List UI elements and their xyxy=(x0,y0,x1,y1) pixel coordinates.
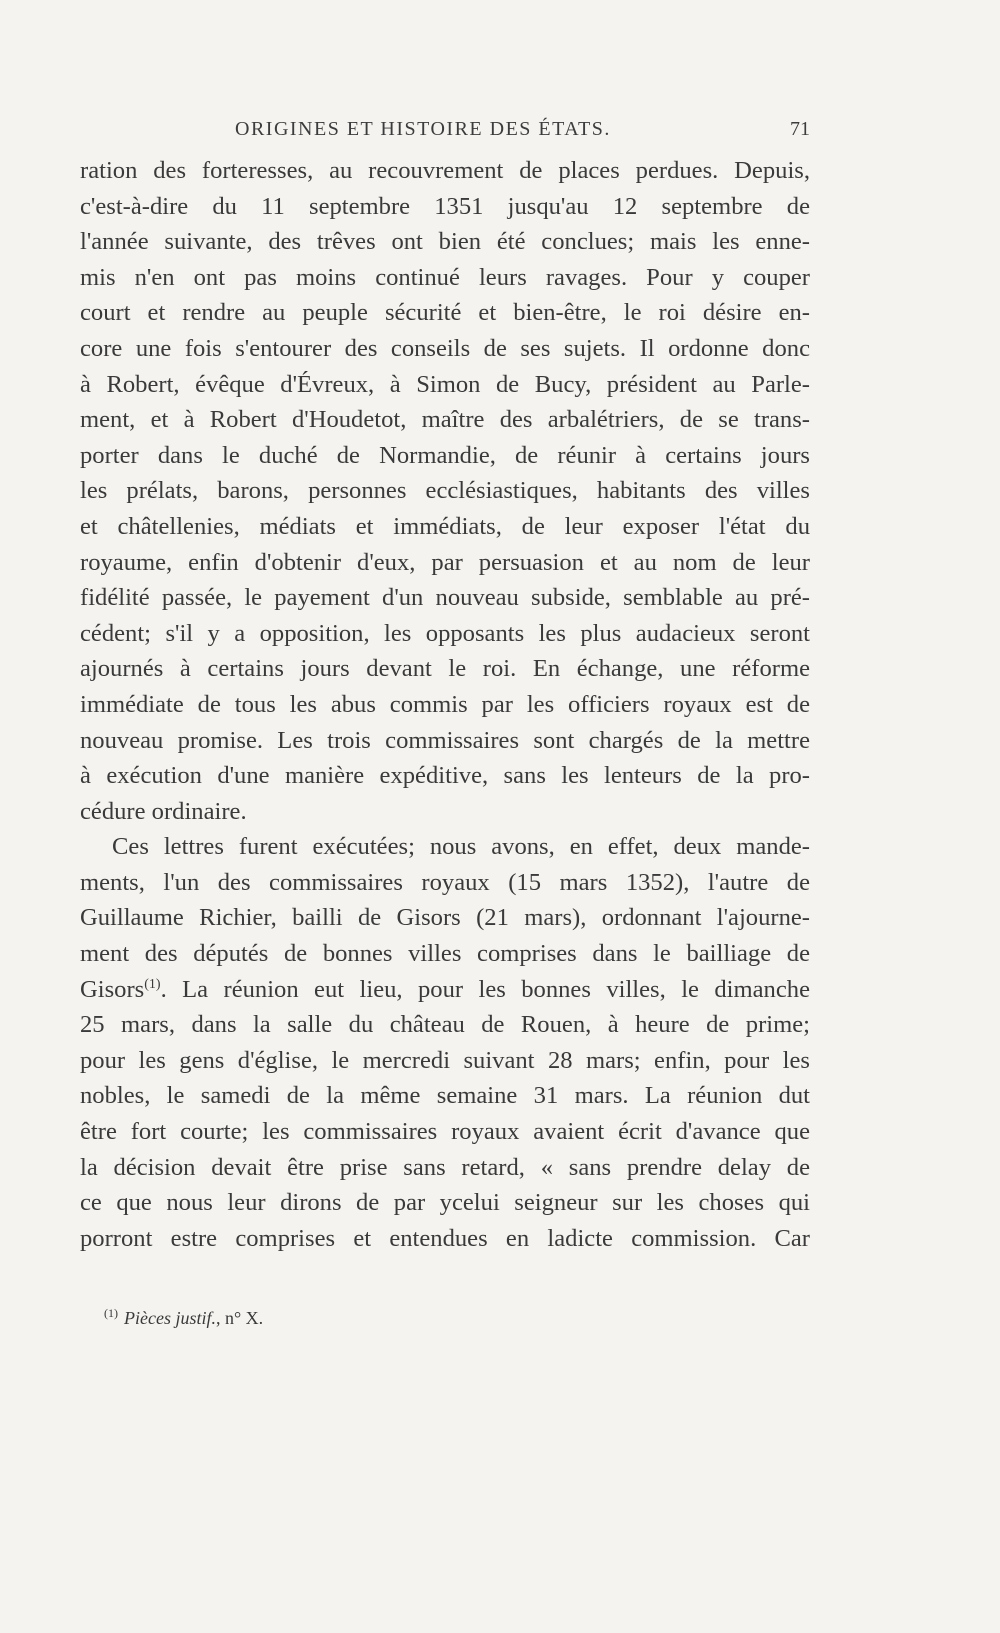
text-fragment: Gisors xyxy=(80,975,145,1003)
footnote-reference[interactable]: (1) xyxy=(144,976,161,992)
text-fragment: . La réunion eut lieu, pour les bonnes villes, le dimanche xyxy=(160,975,810,1003)
running-title: ORIGINES ET HISTOIRE DES ÉTATS. xyxy=(235,118,611,140)
text-line: et châtellenies, médiats et immédiats, de leur exposer l'état du xyxy=(80,512,810,540)
text-line: à exécution d'une manière expéditive, sans les lenteurs de la pro- xyxy=(80,762,810,790)
text-line: 25 mars, dans la salle du château de Rouen, à heure de prime; xyxy=(80,1011,810,1039)
text-line: ce que nous leur dirons de par ycelui seigneur sur les choses qui xyxy=(80,1189,810,1217)
text-line-with-footnote-ref xyxy=(80,972,810,1008)
text-line: les prélats, barons, personnes ecclésiastiques, habitants des villes xyxy=(80,477,810,505)
text-line: nobles, le samedi de la même semaine 31 mars. La réunion dut xyxy=(80,1082,810,1110)
body-text xyxy=(80,153,810,1256)
footnote-text: , n° X. xyxy=(215,1308,264,1328)
text-line: cédure ordinaire. xyxy=(80,797,247,825)
text-line: fidélité passée, le payement d'un nouveau subside, semblable au pré- xyxy=(80,584,810,612)
text-line: cédent; s'il y a opposition, les opposants les plus audacieux seront xyxy=(80,619,810,647)
text-line: ments, l'un des commissaires royaux (15 mars 1352), l'autre de xyxy=(80,868,810,896)
text-line: royaume, enfin d'obtenir d'eux, par persuasion et au nom de leur xyxy=(80,548,810,576)
text-line: porront estre comprises et entendues en ladicte commission. Car xyxy=(80,1224,810,1252)
text-line: à Robert, évêque d'Évreux, à Simon de Bucy, président au Parle- xyxy=(80,370,810,398)
text-line: porter dans le duché de Normandie, de réunir à certains jours xyxy=(80,441,810,469)
text-line: la décision devait être prise sans retard, « sans prendre delay de xyxy=(80,1153,810,1181)
text-line: pour les gens d'église, le mercredi suivant 28 mars; enfin, pour les xyxy=(80,1046,810,1074)
text-line: court et rendre au peuple sécurité et bien-être, le roi désire en- xyxy=(80,299,810,327)
text-line: ration des forteresses, au recouvrement de places perdues. Depuis, xyxy=(80,157,810,184)
page-number: 71 xyxy=(790,118,810,140)
text-line: Ces lettres furent exécutées; nous avons, en effet, deux mande- xyxy=(112,833,810,861)
footnote-source: Pièces justif. xyxy=(124,1308,216,1328)
text-line: core une fois s'entourer des conseils de ses sujets. Il ordonne donc xyxy=(80,334,810,362)
text-line: c'est-à-dire du 11 septembre 1351 jusqu'au 12 septembre de xyxy=(80,192,810,220)
text-line: être fort courte; les commissaires royaux avaient écrit d'avance que xyxy=(80,1118,810,1146)
text-line: immédiate de tous les abus commis par les officiers royaux est de xyxy=(80,690,810,718)
text-line: ajournés à certains jours devant le roi. En échange, une réforme xyxy=(80,655,810,683)
footnote-mark: (1) xyxy=(104,1306,118,1320)
running-head xyxy=(80,118,810,148)
text-line: nouveau promise. Les trois commissaires sont chargés de la mettre xyxy=(80,726,810,754)
text-line: mis n'en ont pas moins continué leurs ravages. Pour y couper xyxy=(80,263,810,291)
text-line: ment, et à Robert d'Houdetot, maître des arbalétriers, de se trans- xyxy=(80,406,810,434)
text-line: ment des députés de bonnes villes comprises dans le bailliage de xyxy=(80,940,810,968)
footnote xyxy=(104,1308,804,1329)
text-line: Guillaume Richier, bailli de Gisors (21 mars), ordonnant l'ajourne- xyxy=(80,904,810,932)
text-line: l'année suivante, des trêves ont bien été conclues; mais les enne- xyxy=(80,228,810,256)
footnotes xyxy=(104,1308,804,1329)
